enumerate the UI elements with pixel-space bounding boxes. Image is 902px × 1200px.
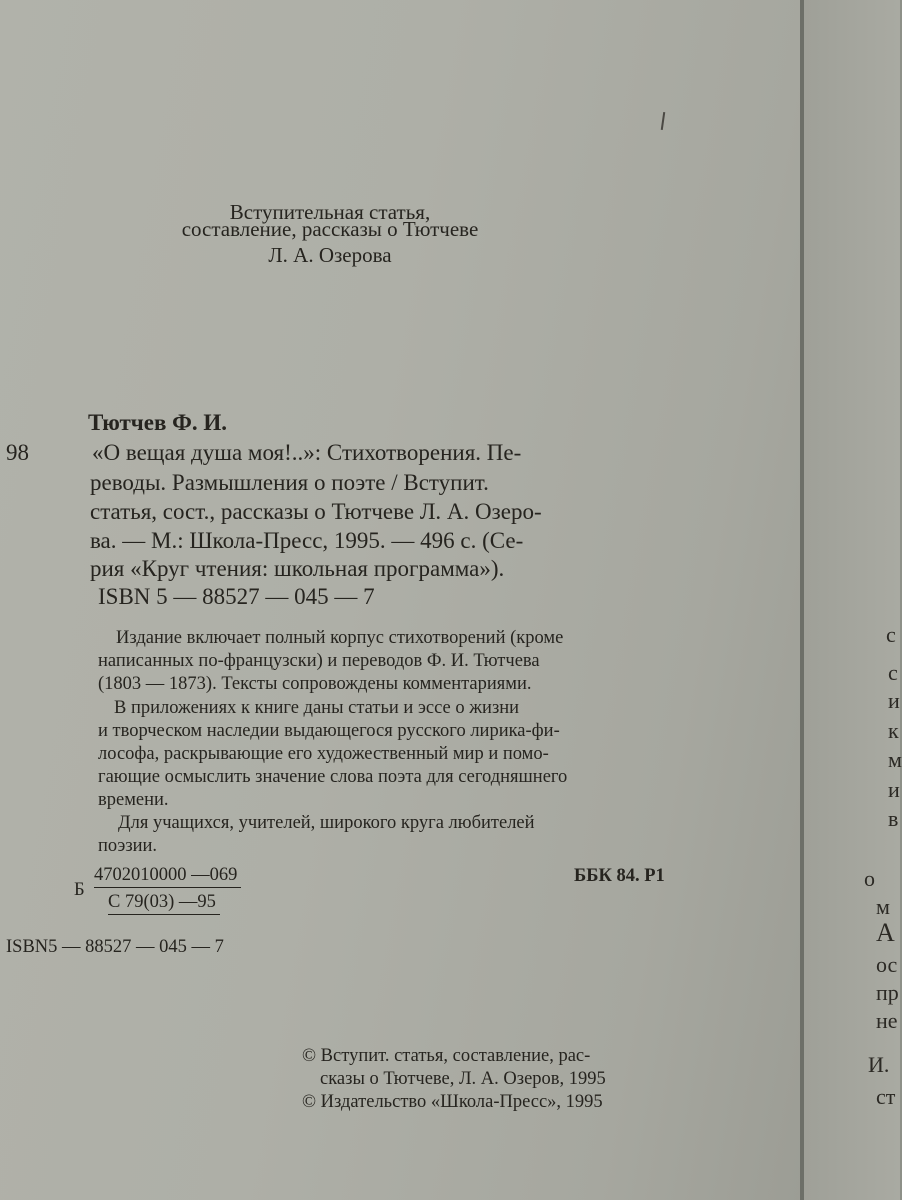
annotation-line-10: поэзии.: [98, 836, 158, 856]
annotation-line-3: (1803 — 1873). Тексты сопровождены комментариями.: [98, 674, 532, 694]
adjacent-fragment: А: [876, 918, 895, 947]
adjacent-fragment: ст: [876, 1084, 896, 1109]
adjacent-fragment: ос: [876, 952, 898, 977]
entry-line-1: «О вещая душа моя!..»: Стихотворения. Пе-: [92, 440, 522, 465]
annotation-line-4: В приложениях к книге даны статьи и эссе о жизни: [114, 698, 520, 718]
annotation-line-7: гающие осмыслить значение слова поэта для сегодняшнего: [98, 767, 568, 787]
adjacent-fragment: и: [888, 688, 900, 713]
catalog-code-top: 4702010000 —069: [94, 865, 241, 888]
copyright-line-3: © Издательство «Школа-Пресс», 1995: [302, 1092, 603, 1112]
credits-line-2: составление, рассказы о Тютчеве: [181, 217, 479, 241]
entry-line-3: статья, сост., рассказы о Тютчеве Л. А. Озеро-: [90, 499, 542, 524]
adjacent-page: [804, 0, 900, 1200]
entry-line-2: реводы. Размышления о поэте / Вступит.: [90, 470, 489, 495]
annotation-line-5: и творческом наследии выдающегося русского лирика-фи-: [98, 721, 560, 741]
author-heading: Тютчев Ф. И.: [88, 410, 228, 435]
adjacent-fragment: м: [876, 894, 890, 919]
adjacent-fragment: пр: [876, 980, 899, 1005]
margin-code: 98: [6, 440, 29, 465]
annotation-line-1: Издание включает полный корпус стихотворений (кроме: [116, 628, 564, 648]
annotation-line-6: лософа, раскрывающие его художественный мир и помо-: [98, 744, 549, 764]
annotation-line-2: написанных по-французски) и переводов Ф. И. Тютчева: [98, 651, 540, 671]
annotation-line-8: времени.: [98, 790, 169, 810]
adjacent-fragment: и: [888, 777, 900, 802]
pen-mark: [661, 112, 665, 130]
catalog-letter: Б: [74, 880, 85, 900]
adjacent-fragment: к: [888, 718, 899, 743]
adjacent-fragment: И.: [868, 1052, 890, 1077]
entry-isbn: ISBN 5 — 88527 — 045 — 7: [98, 584, 375, 609]
credits-line-1: Вступительная статья,: [229, 200, 431, 224]
catalog-code-bottom: С 79(03) —95: [108, 892, 220, 915]
adjacent-fragment: м: [888, 747, 902, 772]
adjacent-fragment: с: [888, 660, 898, 685]
annotation-line-9: Для учащихся, учителей, широкого круга любителей: [118, 813, 535, 833]
bbk-code: ББК 84. Р1: [574, 866, 665, 886]
entry-line-4: ва. — М.: Школа-Пресс, 1995. — 496 с. (Се-: [90, 528, 524, 553]
credits-line-3: Л. А. Озерова: [268, 243, 392, 267]
adjacent-fragment: не: [876, 1008, 898, 1033]
copyright-line-1: © Вступит. статья, составление, рас-: [302, 1046, 591, 1066]
adjacent-fragment: с: [886, 622, 896, 647]
adjacent-fragment: в: [888, 806, 899, 831]
copyright-line-2: сказы о Тютчеве, Л. А. Озеров, 1995: [320, 1069, 606, 1089]
adjacent-fragment: о: [864, 866, 875, 891]
entry-line-5: рия «Круг чтения: школьная программа»).: [90, 556, 505, 581]
isbn-bottom: ISBN5 — 88527 — 045 — 7: [6, 937, 224, 957]
